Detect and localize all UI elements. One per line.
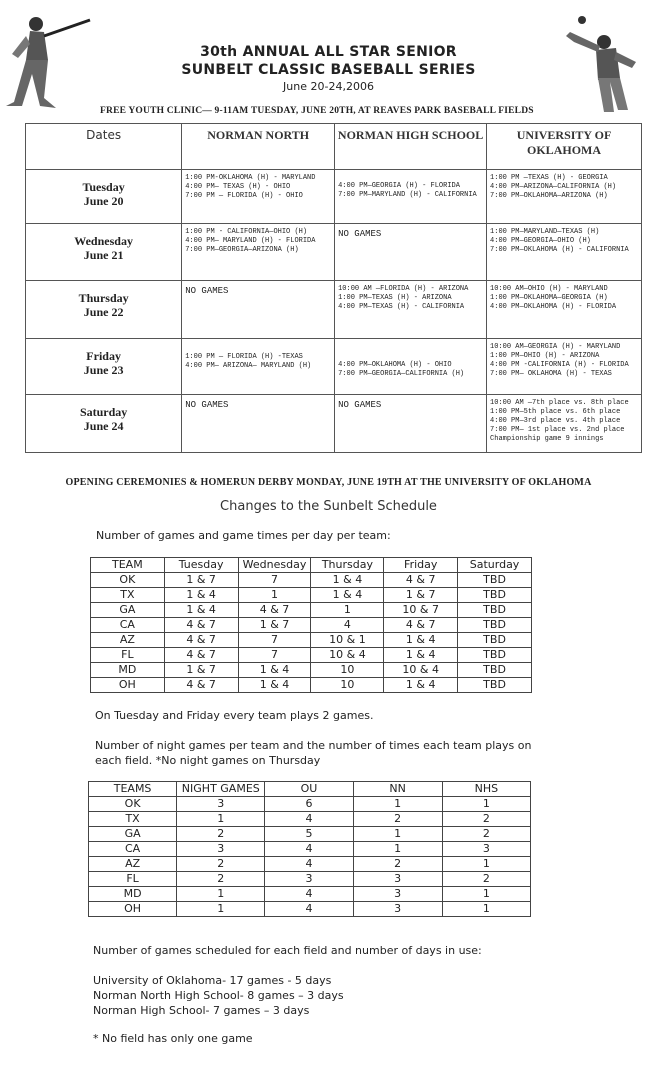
header-ou: UNIVERSITY OF OKLAHOMA: [487, 124, 642, 170]
game-line: 4:00 PM—3rd place vs. 4th place: [490, 417, 621, 425]
table-cell: TBD: [458, 603, 532, 618]
table-cell: TBD: [458, 588, 532, 603]
col-header: Friday: [384, 558, 458, 573]
table-row: [91, 603, 532, 618]
table-cell: FL: [89, 872, 177, 887]
game-line: Championship game 9 innings: [490, 435, 604, 443]
col-header: TEAMS: [89, 782, 177, 797]
game-line: 4:00 PM—TEXAS (H) - CALIFORNIA: [338, 303, 465, 311]
table-cell: OK: [89, 797, 177, 812]
day-cell: [26, 224, 182, 281]
table-cell: 1 & 7: [164, 573, 238, 588]
series-title: SUNBELT CLASSIC BASEBALL SERIES: [181, 62, 476, 78]
game-line: 1:00 PM—OHIO (H) - ARIZONA: [490, 352, 600, 360]
game-line: NO GAMES: [185, 400, 229, 410]
table-cell: TX: [91, 588, 165, 603]
night-header-row: [89, 782, 531, 797]
table-cell: TBD: [458, 663, 532, 678]
day-date: June 21: [83, 248, 124, 262]
game-line: 7:00 PM—OKLAHOMA—ARIZONA (H): [490, 192, 608, 200]
game-line: 10:00 AM—GEORGIA (H) - MARYLAND: [490, 343, 621, 351]
table-cell: 1 & 7: [238, 618, 311, 633]
table-cell: OH: [91, 678, 165, 693]
game-line: 10:00 AM—OHIO (H) - MARYLAND: [490, 285, 608, 293]
day-name: Friday: [86, 349, 121, 363]
table-cell: 1 & 4: [384, 648, 458, 663]
day-name: Wednesday: [74, 234, 133, 248]
game-line: NO GAMES: [338, 229, 382, 239]
ou-games: [487, 339, 642, 395]
event-title: 30th ANNUAL ALL STAR SENIOR: [200, 44, 457, 60]
table-cell: 2: [442, 812, 530, 827]
game-line: 7:00 PM—OKLAHOMA (H) - CALIFORNIA: [490, 246, 629, 254]
header-norman-north: NORMAN NORTH: [182, 124, 335, 170]
table-cell: 4 & 7: [384, 618, 458, 633]
table-cell: 2: [442, 827, 530, 842]
col-header: Saturday: [458, 558, 532, 573]
table-cell: 2: [177, 827, 265, 842]
nhs-games: [335, 281, 487, 339]
game-line: 7:00 PM — FLORIDA (H) - OHIO: [185, 192, 303, 200]
nhs-games: [335, 170, 487, 224]
schedule-header-row: [26, 124, 642, 170]
table-cell: 4 & 7: [164, 618, 238, 633]
game-line: 7:00 PM—GEORGIA—CALIFORNIA (H): [338, 370, 465, 378]
table-row: [91, 618, 532, 633]
day-cell: [26, 170, 182, 224]
table-cell: 1: [311, 603, 384, 618]
table-row: [89, 887, 531, 902]
table-cell: 3: [353, 872, 442, 887]
table-cell: 1 & 4: [311, 573, 384, 588]
table-row: [89, 812, 531, 827]
table-cell: 10 & 1: [311, 633, 384, 648]
game-line: 4:00 PM—GEORGIA—OHIO (H): [490, 237, 591, 245]
table-row: [89, 857, 531, 872]
day-cell: [26, 395, 182, 453]
table-cell: 3: [177, 842, 265, 857]
table-cell: 4 & 7: [238, 603, 311, 618]
day-date: June 23: [83, 363, 124, 377]
table-cell: OH: [89, 902, 177, 917]
table-cell: 1: [177, 887, 265, 902]
table-cell: MD: [91, 663, 165, 678]
col-header: NIGHT GAMES: [177, 782, 265, 797]
list-item: Norman High School- 7 games – 3 days: [93, 1004, 310, 1017]
nn-games: [182, 170, 335, 224]
table-cell: 1: [442, 857, 530, 872]
game-line: 1:00 PM-OKLAHOMA (H) - MARYLAND: [185, 174, 316, 182]
nn-games: [182, 224, 335, 281]
table-cell: 5: [265, 827, 353, 842]
table-cell: 1: [442, 902, 530, 917]
table-cell: AZ: [91, 633, 165, 648]
game-line: 10:00 AM —7th place vs. 8th place: [490, 399, 629, 407]
table-cell: 1 & 7: [384, 588, 458, 603]
day-date: June 20: [83, 194, 124, 208]
table-cell: AZ: [89, 857, 177, 872]
day-name: Tuesday: [82, 180, 125, 194]
nhs-games: [335, 395, 487, 453]
game-line: 4:00 PM -CALIFORNIA (H) - FLORIDA: [490, 361, 629, 369]
table-cell: 4: [265, 902, 353, 917]
table-cell: 1: [177, 812, 265, 827]
ou-games: [487, 395, 642, 453]
opening-ceremonies-notice: OPENING CEREMONIES & HOMERUN DERBY MONDAY, JUNE 19TH AT THE UNIVERSITY OF OKLAHOMA: [65, 477, 592, 488]
table-cell: OK: [91, 573, 165, 588]
table-cell: 3: [353, 902, 442, 917]
day-date: June 22: [83, 305, 124, 319]
table-cell: 1 & 4: [384, 678, 458, 693]
table-cell: 4: [265, 812, 353, 827]
day-date: June 24: [83, 419, 124, 433]
table-cell: 2: [177, 857, 265, 872]
table-cell: 1: [238, 588, 311, 603]
schedule-row-friday: [26, 339, 642, 395]
games-per-day-table: [90, 557, 532, 693]
table-cell: GA: [89, 827, 177, 842]
nn-games: [182, 395, 335, 453]
table-row: [91, 663, 532, 678]
night-games-intro-line1: Number of night games per team and the number of times each team plays on: [95, 739, 532, 752]
table-cell: 1: [353, 842, 442, 857]
night-games-table: [88, 781, 531, 917]
table-cell: FL: [91, 648, 165, 663]
col-header: OU: [265, 782, 353, 797]
game-line: 1:00 PM—MARYLAND—TEXAS (H): [490, 228, 600, 236]
game-line: 4:00 PM—OKLAHOMA (H) - OHIO: [338, 361, 452, 369]
table-cell: 10: [311, 678, 384, 693]
table-cell: 4 & 7: [164, 678, 238, 693]
table-cell: 1 & 4: [238, 663, 311, 678]
schedule-row-wednesday: [26, 224, 642, 281]
game-line: 4:00 PM— TEXAS (H) - OHIO: [185, 183, 291, 191]
table-row: [89, 797, 531, 812]
game-line: 4:00 PM— MARYLAND (H) - FLORIDA: [185, 237, 316, 245]
table-cell: 10 & 4: [384, 663, 458, 678]
game-line: NO GAMES: [338, 400, 382, 410]
table-cell: 1 & 4: [164, 588, 238, 603]
table-cell: 4: [265, 842, 353, 857]
table-row: [89, 842, 531, 857]
game-line: 7:00 PM— 1st place vs. 2nd place: [490, 426, 625, 434]
day-cell: [26, 281, 182, 339]
table-cell: 1 & 4: [384, 633, 458, 648]
two-games-note: On Tuesday and Friday every team plays 2 games.: [95, 709, 374, 722]
nn-games: [182, 339, 335, 395]
game-line: NO GAMES: [185, 286, 229, 296]
table-cell: 4 & 7: [164, 648, 238, 663]
table-cell: 2: [442, 872, 530, 887]
nhs-games: [335, 339, 487, 395]
game-line: 1:00 PM - CALIFORNIA—OHIO (H): [185, 228, 308, 236]
schedule-row-thursday: [26, 281, 642, 339]
table-cell: 1 & 4: [238, 678, 311, 693]
table-row: [91, 573, 532, 588]
table-cell: 4: [311, 618, 384, 633]
clinic-notice: FREE YOUTH CLINIC— 9-11AM TUESDAY, JUNE 20TH, AT REAVES PARK BASEBALL FIELDS: [100, 106, 534, 116]
table-row: [91, 648, 532, 663]
list-item: University of Oklahoma- 17 games - 5 days: [93, 974, 332, 987]
table-cell: 10 & 4: [311, 648, 384, 663]
table-cell: 3: [177, 797, 265, 812]
table-cell: 2: [353, 857, 442, 872]
table-cell: 7: [238, 573, 311, 588]
games-header-row: [91, 558, 532, 573]
games-intro: Number of games and game times per day per team:: [96, 529, 391, 542]
header-norman-high: NORMAN HIGH SCHOOL: [335, 124, 487, 170]
table-cell: TX: [89, 812, 177, 827]
game-line: 4:00 PM—OKLAHOMA (H) - FLORIDA: [490, 303, 617, 311]
game-line: 1:00 PM—OKLAHOMA—GEORGIA (H): [490, 294, 608, 302]
game-line: 7:00 PM—GEORGIA—ARIZONA (H): [185, 246, 299, 254]
table-cell: 1 & 4: [164, 603, 238, 618]
day-name: Thursday: [78, 291, 129, 305]
table-cell: TBD: [458, 678, 532, 693]
game-line: 7:00 PM— OKLAHOMA (H) - TEXAS: [490, 370, 612, 378]
game-line: 4:00 PM—GEORGIA (H) - FLORIDA: [338, 182, 460, 190]
table-cell: 4: [265, 857, 353, 872]
table-cell: 1 & 4: [311, 588, 384, 603]
table-cell: 7: [238, 633, 311, 648]
table-cell: 1: [177, 902, 265, 917]
game-line: 4:00 PM— ARIZONA— MARYLAND (H): [185, 362, 312, 370]
ou-games: [487, 224, 642, 281]
table-cell: 1: [353, 827, 442, 842]
game-line: 1:00 PM—TEXAS (H) - ARIZONA: [338, 294, 452, 302]
changes-title: Changes to the Sunbelt Schedule: [220, 499, 437, 514]
table-cell: MD: [89, 887, 177, 902]
list-item: Norman North High School- 8 games – 3 days: [93, 989, 344, 1002]
day-cell: [26, 339, 182, 395]
game-line: 1:00 PM —TEXAS (H) - GEORGIA: [490, 174, 608, 182]
game-line: 1:00 PM—5th place vs. 6th place: [490, 408, 621, 416]
table-cell: 4 & 7: [384, 573, 458, 588]
table-cell: 1: [442, 797, 530, 812]
table-row: [89, 902, 531, 917]
game-line: 1:00 PM — FLORIDA (H) -TEXAS: [185, 353, 303, 361]
nn-games: [182, 281, 335, 339]
col-header: Tuesday: [164, 558, 238, 573]
table-cell: 3: [442, 842, 530, 857]
table-cell: TBD: [458, 648, 532, 663]
fields-list: [93, 973, 344, 1018]
table-cell: TBD: [458, 573, 532, 588]
header-dates: Dates: [26, 124, 182, 170]
table-cell: CA: [91, 618, 165, 633]
table-cell: 1: [353, 797, 442, 812]
table-cell: 3: [353, 887, 442, 902]
ou-games: [487, 281, 642, 339]
table-cell: 4: [265, 887, 353, 902]
ou-games: [487, 170, 642, 224]
night-games-intro-line2: each field. *No night games on Thursday: [95, 754, 321, 767]
table-cell: CA: [89, 842, 177, 857]
table-cell: 3: [265, 872, 353, 887]
table-cell: 2: [353, 812, 442, 827]
nhs-games: [335, 224, 487, 281]
col-header: Thursday: [311, 558, 384, 573]
table-cell: 10 & 7: [384, 603, 458, 618]
table-row: [91, 633, 532, 648]
col-header: NHS: [442, 782, 530, 797]
col-header: NN: [353, 782, 442, 797]
day-name: Saturday: [79, 405, 128, 419]
table-cell: 1 & 7: [164, 663, 238, 678]
table-cell: TBD: [458, 633, 532, 648]
table-row: [89, 827, 531, 842]
col-header: TEAM: [91, 558, 165, 573]
table-cell: 10: [311, 663, 384, 678]
schedule-table: [25, 123, 642, 453]
fields-intro: Number of games scheduled for each field and number of days in use:: [93, 944, 482, 957]
table-row: [89, 872, 531, 887]
event-dates: June 20-24,2006: [283, 80, 374, 93]
table-cell: GA: [91, 603, 165, 618]
table-cell: 7: [238, 648, 311, 663]
table-row: [91, 678, 532, 693]
table-row: [91, 588, 532, 603]
table-cell: 1: [442, 887, 530, 902]
table-cell: TBD: [458, 618, 532, 633]
table-cell: 4 & 7: [164, 633, 238, 648]
game-line: 4:00 PM—ARIZONA—CALIFORNIA (H): [490, 183, 617, 191]
table-cell: 2: [177, 872, 265, 887]
col-header: Wednesday: [238, 558, 311, 573]
footnote: * No field has only one game: [93, 1032, 253, 1045]
schedule-row-tuesday: [26, 170, 642, 224]
game-line: 7:00 PM—MARYLAND (H) - CALIFORNIA: [338, 191, 477, 199]
table-cell: 6: [265, 797, 353, 812]
schedule-row-saturday: [26, 395, 642, 453]
game-line: 10:00 AM —FLORIDA (H) - ARIZONA: [338, 285, 469, 293]
